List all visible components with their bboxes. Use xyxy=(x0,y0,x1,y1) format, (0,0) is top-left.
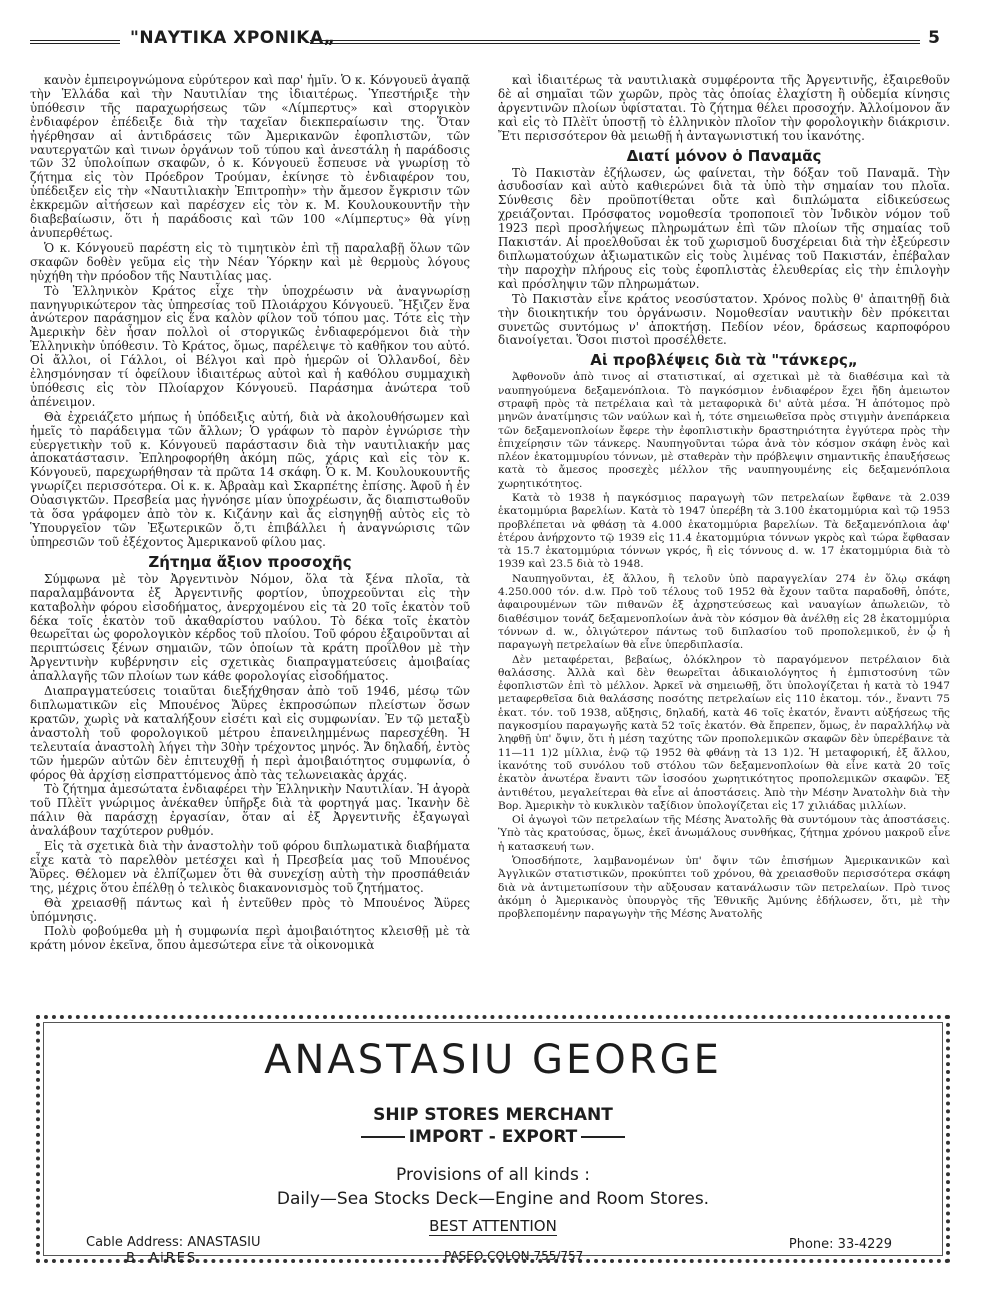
article-paragraph: Εἰς τὰ σχετικὰ διὰ τὴν ἀναστολὴν τοῦ φόρου διπλωματικὰ διαβήματα εἶχε κατὰ τὸ παρελθὸν μετέσχει καὶ ἡ Πρεσβεία μας τοῦ Μπουένος Ἄϋρες. Θέλομεν νὰ ἐλπίζωμεν ὅτι θὰ συνεχίσῃ αὐτὴ τὴν προσπάθειάν της, μέχρις ὅτου ἐπέλθῃ ὁ τελικὸς διακανονισμὸς τοῦ ζητήματος. xyxy=(30,839,470,895)
article-paragraph: Ὁποσδήποτε, λαμβανομένων ὑπ' ὄψιν τῶν ἐπισήμων Ἀμερικανικῶν καὶ Ἀγγλικῶν στατιστικῶν, προκύπτει τοῦ χρόνου, θὰ χρειασθοῦν περισσότερα σκάφη διὰ νὰ ἀντιμετωπίσουν τὴν αὔξουσαν κατανάλωσιν τῶν πετρελαίων. Πρὸ τινος ἀκόμη ὁ Ἀμερικανὸς ὑπουργὸς τῆς Ἐθνικῆς Ἀμύνης ἐδήλωσεν, ὅτι, μὲ τὴν προβλεπομένην παραγωγὴν τῆς Μέσης Ἀνατολῆς xyxy=(498,855,950,921)
article-paragraph: Θὰ ἐχρειάζετο μήπως ἡ ὑπόδειξις αὐτή, διὰ νὰ ἀκολουθήσωμεν καὶ ἡμεῖς τὸ παράδειγμα τῶν ἄλλων; Ὁ γράφων τὸ παρὸν ἐγνώρισε τὴν εὐεργετικὴν τοῦ κ. Κόνγουεϋ παράστασιν διὰ τὴν ναυτιλιακήν μας ἀποκατάστασιν. Ἐπληροφορήθη ἀκόμη πῶς, χάρις καὶ εἰς τὸν κ. Κόνγουεϋ, παρεχωρήθησαν τὰ πρῶτα 14 σκάφη. Ὁ κ. Μ. Κουλουκουντῆς γνωρίζει περισσότερα. Οἱ κ. κ. Ἀβραὰμ καὶ Σκαρπέτης ἐπίσης. Ἀφοῦ ἡ ἐν Οὐασιγκτῶν. Πρεσβεία μας ἠγνόησε μίαν ὑποχρέωσιν, ἄς διαπιστωθοῦν τὰ ὅσα γράφομεν ἀπὸ τὸν κ. Κιζάνην καὶ ἄς εἰσηγηθῇ αὐτὸς εἰς τὸ Ὑπουργεῖον τῶν Ἐξωτερικῶν ὅ,τι ἐπιβάλλει ἡ ἀναγνώρισις τῶν ὑπηρεσιῶν τοῦ ἐξέχοντος Ἀμερικανοῦ φίλου μας. xyxy=(30,409,470,549)
provisions-line: Provisions of all kinds : xyxy=(396,1165,590,1185)
article-paragraph: Οἱ ἀγωγοὶ τῶν πετρελαίων τῆς Μέσης Ἀνατολῆς θὰ συντόμουν τὰς ἀποστάσεις. Ὑπὸ τὰς κρατούσας, ὅμως, ἐκεῖ ἀνωμάλους συνθήκας, ζήτημα χρόνου μακροῦ εἶνε ἡ κατασκευή των. xyxy=(498,814,950,853)
street-address: PASEO COLON 755/757 xyxy=(444,1249,584,1263)
cable-line-2: B. AiRES xyxy=(126,1251,198,1266)
trade-label: IMPORT - EXPORT xyxy=(408,1127,578,1147)
header-rule-right xyxy=(310,40,920,44)
article-paragraph: Ὁ κ. Κόνγουεϋ παρέστη εἰς τὸ τιμητικὸν ἐπὶ τῇ παραλαβῇ ὅλων τῶν σκαφῶν δοθὲν γεῦμα εἰς τὴν Νέαν Ὑόρκην καὶ μὲ θερμοὺς λόγους ηὐχήθη τὴν πρόοδον τῆς Ναυτιλίας μας. xyxy=(30,240,470,283)
article-paragraph: Τὸ Ἑλληνικὸν Κράτος εἶχε τὴν ὑποχρέωσιν νὰ ἀναγνωρίσῃ πανηγυρικώτερον τὰς ὑπηρεσίας τοῦ Πλοιάρχου Κόνγουεϋ. Ἤξιζεν ἕνα ἀνώτερον παράσημον εἰς ἕνα καλὸν φίλον τοῦ τόπου μας. Τότε εἰς τὴν Ἀμερικὴν δὲν ἦσαν πολλοὶ οἱ στοργικῶς ἐνδιαφερόμενοι διὰ τὴν Ἑλληνικὴν ὑπόθεσιν. Τὸ Κράτος, ὅμως, παρέλειψε τὸ καθῆκον του αὐτό. Οἱ ἄλλοι, οἱ Γάλλοι, οἱ Βέλγοι καὶ πρὸ ἡμερῶν οἱ Ὁλλανδοί, δὲν ἐλησμόνησαν τί ὀφείλουν ἰδιαιτέρως αὐτοὶ καὶ ἡ καθόλου συμμαχικὴ ὑπόθεσις εἰς τὸν Πλοίαρχον Κόνγουεϋ. Παράσημα ἀνώτερα τοῦ ἀπένειμον. xyxy=(30,283,470,409)
advertisement-inner-border xyxy=(43,1022,943,1266)
article-paragraph: Σύμφωνα μὲ τὸν Ἀργεντινὸν Νόμον, ὅλα τὰ ξένα πλοῖα, τὰ παραλαμβάνοντα ἐξ Ἀργεντινῆς φορτίον, ὑποχρεοῦνται εἰς τὴν καταβολὴν φόρου εἰσοδήματος, ἀνερχομένου εἰς τὰ 20 τοῖς ἑκατὸν τοῦ δέκα τοῖς ἑκατὸν τοῦ ἀκαθαρίστου ναύλου. Τὸ δέκα τοῖς ἑκατὸν θεωρεῖται ὡς φορολογικὸν κέρδος τοῦ πλοίου. Τοῦ φόρου ἐξαιροῦνται αἱ περιπτώσεις ξένων σημαιῶν, τῶν ὁποίων τὰ κράτη προΐλθον μὲ τὴν Ἀργεντινὴν κυβέρνησιν εἰς σχετικὰς διαπραγματεύσεις ἀμοιβαίας ἀπαλλαγῆς τῶν πλοίων των κάθε φορολογίας εἰσοδήματος. xyxy=(30,571,470,684)
section-heading: Διατί μόνον ὁ Παναμᾶς xyxy=(626,146,822,165)
advertiser-role: SHIP STORES MERCHANT xyxy=(373,1105,613,1125)
publication-title: "ΝΑΥΤΙΚΑ ΧΡΟΝΙΚΑ„ xyxy=(130,28,336,48)
article-paragraph: Θὰ χρειασθῇ πάντως καὶ ἡ ἐντεῦθεν πρὸς τὸ Μπουένος Ἄϋρες ὑπόμνησις. xyxy=(30,895,470,924)
dash-right xyxy=(581,1136,625,1138)
advertiser-trade xyxy=(44,1127,942,1147)
tankers-article xyxy=(498,371,950,921)
cable-line-1: Cable Address: ANASTASIU xyxy=(86,1235,261,1250)
article-paragraph: καὶ ἰδιαιτέρως τὰ ναυτιλιακὰ συμφέροντα τῆς Ἀργεντινῆς, ἐξαιρεθοῦν δὲ αἱ σημαῖαι τῶν χωρῶν, πρὸς τὰς ὁποίας ἐλαχίστη ἢ οὐδεμία κίνησις ἀργεντινῶν πλοίων ὑφίσταται. Τὸ ζήτημα θέλει προσοχήν. Ἀλλοίμονον ἄν καὶ εἰς τὸ Πλὲϊτ ὑποστῇ τὸ ἑλληνικὸν πλοῖον τὴν φορολογικὴν διάκρισιν. Ἔτι περισσότερον θὰ μειωθῇ ἡ ἀνταγωνιστική του ἱκανότης. xyxy=(498,73,950,143)
article-paragraph: Δὲν μεταφέρεται, βεβαίως, ὁλόκληρον τὸ παραγόμενον πετρέλαιον διὰ θαλάσσης. Ἀλλὰ καὶ δὲν θεωρεῖται ἀδικαιολόγητος ἡ ἐμπιστοσύνη τῶν ἐφοπλιστῶν ἐπὶ τὸ μέλλον. Ἀρκεῖ νὰ σημειωθῇ, ὅτι ὑπολογίζεται ἡ κατὰ τὸ 1947 μεταφερθεῖσα διὰ θαλάσσης ποσότης πετρελαίων εἰς 110 ἑκατομ. τόν., ἔναντι 75 ἑκατ. τόν. τοῦ 1938, αὔξησις, δηλαδή, κατὰ 46 τοῖς ἑκατόν, ἔναντι αὐξήσεως τῆς παγκοσμίου παραγωγῆς κατὰ 52 τοῖς ἑκατόν. Θὰ ἔπρεπεν, ὅμως, ἐν παραλλήλῳ νὰ ληφθῇ ὑπ' ὄψιν, ὅτι ἡ μέση ταχύτης τῶν προπολεμικῶν σκαφῶν δὲν ὑπερέβαινε τὰ 11—11 1)2 μίλλια, ἐνῷ τῷ 1952 θὰ φθάνῃ τὰ 13 1)2. Ἡ μεταφορική, ἐξ ἄλλου, ἱκανότης τοῦ συνόλου τοῦ στόλου τῶν δεξαμενοπλοίων θὰ εἶνε κατὰ 20 τοῖς ἑκατὸν ἀνωτέρα ἔναντι τῶν ἰσοσόου χωρητικότητος προπολεμικῶν σκαφῶν. Ἐξ ἀντιθέτου, μεγαλείτεραι θὰ εἶνε αἱ ἀποστάσεις. Ἀπὸ τὴν Μέσην Ἀνατολὴν διὰ τὴν Βορ. Ἀμερικὴν τὸ κυκλικὸν ταξίδιον ὑπολογίζεται εἰς 17 χιλιάδας μιλλίων. xyxy=(498,653,950,812)
best-attention xyxy=(44,1217,942,1235)
advertiser-name: ANASTASIU GEORGE xyxy=(264,1037,722,1083)
article-paragraph: Διαπραγματεύσεις τοιαῦται διεξήχθησαν ἀπὸ τοῦ 1946, μέσῳ τῶν διπλωματικῶν εἰς Μπουένος Ἄϋρες ἐκπροσώπων πλείστων ὅσων κρατῶν, χωρὶς νὰ καταλήξουν εἰσέτι καὶ εἰς συμφωνίαν. Ἐν τῷ μεταξὺ ἀναστολὴ τοῦ φορολογικοῦ μέτρου ἐπανειλημμένως παρεσχέθη. Ἡ τελευταία ἀναστολὴ λήγει τὴν 30ὴν τρέχοντος μηνός. Ἄν δηλαδή, ἐντὸς τῶν ἡμερῶν αὐτῶν δὲν ἐπιτευχθῇ ἡ περὶ ἀμοιβαιότητος συμφωνία, ὁ φόρος θὰ ἀρχίσῃ εἰσπραττόμενος ἀπὸ τὰς τελωνειακὰς ἀρχάς. xyxy=(30,684,470,782)
article-paragraph: Ἀφθονοῦν ἀπὸ τινος αἱ στατιστικαί, αἱ σχετικαὶ μὲ τὰ διαθέσιμα καὶ τὰ ναυπηγούμενα δεξαμενόπλοια. Τὸ παγκόσμιον ἐνδιαφέρον ἔχει ἤδη ἀμειωτον στραφῆ πρὸς τὰ πετρέλαια καὶ τὰ μεταφορικὰ δι' αὐτὰ μέσα. Ἡ ἀπότομος πρὸ μηνῶν ἀνατίμησις τῶν ναύλων καὶ ἡ, τότε σημειωθεῖσα πρὸς στιγμὴν ἀνεπάρκεια τῶν δεξαμενοπλοίων ἔφερε τὴν ἐφοπλιστικὴν δραστηριότητα ἐγγύτερα πρὸς τὴν ἐπιχείρησιν τῶν τάνκερς. Ναυπηγοῦνται τώρα ἀνὰ τὸν κόσμον σκάφη ἑνὸς καὶ πλέον ἑκατομμυρίου τόννων, μὲ σταθερὰν τὴν πρόβλεψιν σημαντικῆς ἐπαυξήσεως κατὰ τὸ ἄμεσος προσεχὲς μέλλον τῆς ναυπηγουμένης εἰς δεξαμενόπλοια χωρητικότητος. xyxy=(498,371,950,490)
best-attention-label: BEST ATTENTION xyxy=(429,1217,557,1235)
article-paragraph: κανὸν ἐμπειρογνώμονα εὐρύτερον καὶ παρ' ἡμῖν. Ὁ κ. Κόνγουεϋ ἀγαπᾷ τὴν Ἑλλάδα καὶ τὴν Ναυτιλίαν της ἰδιαιτέρως. Ὑπεστήριξε τὴν ὑπόθεσιν τῆς παραχωρήσεως τῶν «Λίμπερτυς» καὶ στοργικὸν ἐνδιαφέρον ἐπέδειξε διὰ τὴν ταχεῖαν διεκπεραίωσιν της. Ὅταν ἠγέρθησαν αἱ ἀντιδράσεις τῶν Ἀμερικανῶν ἐφοπλιστῶν, τῶν ναυτεργατῶν καὶ τινων ὀργάνων τοῦ τύπου καὶ ἀνεστάλη ἡ παράδοσις τῶν 32 ὑπολοίπων σκαφῶν, ὁ κ. Κόνγουεϋ ἔσπευσε νὰ γνωρίσῃ τὸ ζήτημα εἰς τὸν Πρόεδρον Τρούμαν, ἐκίνησε τὸ ἐνδιαφέρον του, ὑπέδειξεν εἰς τὴν «Ναυτιλιακὴν Ἐπιτροπὴν» τὴν ἄμεσον ἔγκρισιν τῶν ἐκκρεμῶν αἰτήσεων καὶ παρέσχεν εἰς τὸν κ. Μ. Κουλουκουντῆν τὴν διαβεβαίωσιν, ὅτι ἡ παράδοσις καὶ τῶν 100 «Λίμπερτυς» θὰ γίνῃ ἀνυπερθέτως. xyxy=(30,73,470,240)
left-column xyxy=(30,74,470,954)
article-paragraph: Πολὺ φοβούμεθα μὴ ἡ συμφωνία περὶ ἀμοιβαιότητος κλεισθῇ μὲ τὰ κράτη μόνον ἐκεῖνα, ὅπου ἀμεσώτερα εἶνε τὰ οἰκονομικὰ xyxy=(30,924,470,953)
newspaper-page xyxy=(30,28,960,1268)
stores-line: Daily—Sea Stocks Deck—Engine and Room Stores. xyxy=(276,1189,710,1209)
article-paragraph: Τὸ Πακιστὰν ἐζήλωσεν, ὡς φαίνεται, τὴν δόξαν τοῦ Παναμᾶ. Τὴν ἀσυδοσίαν καὶ αὐτὸ καθιερώνει διὰ τὰ ὑπὸ τὴν σημαίαν του πλοῖα. Σύνθεσις δὲν προϋποτίθεται οὔτε καὶ διπλώματα εἰδικεύσεως χρειάζονται. Πρόσφατος νομοθεσία τροποποιεῖ τὸν Ἰνδικὸν νόμον τοῦ 1923 περὶ προσλήψεως πληρωμάτων ἐπὶ τῶν πλοίων τῆς σημαίας τοῦ Πακιστάν. Αἱ προελθοῦσαι ἐκ τοῦ χωρισμοῦ δυσχέρειαι διὰ τὴν ἐξεύρεσιν διπλωματούχων ἀξιωματικῶν εἰς τοὺς λιμένας τοῦ Πακιστάν, ἐπέβαλαν τὴν παροχὴν πλήρους εἰς τοὺς ἐφοπλιστὰς ἐλευθερίας εἰς τὴν ἐπιλογὴν καὶ πρόσληψιν τῶν πληρωμάτων. xyxy=(498,165,950,291)
advertisement-box xyxy=(36,1015,950,1266)
dash-left xyxy=(361,1136,405,1138)
right-column xyxy=(498,74,950,922)
page-header xyxy=(30,28,960,54)
article-paragraph: Τὸ ζήτημα ἀμεσώτατα ἐνδιαφέρει τὴν Ἑλληνικὴν Ναυτιλίαν. Ἡ ἀγορὰ τοῦ Πλὲϊτ γνώριμος ἀνέκαθεν ὑπῆρξε διὰ τὰ φορτηγά μας. Ἱκανὴν δὲ πάλιν θὰ παράσχῃ ἐργασίαν, ὅταν αἱ ἐξ Ἀργεντινῆς ἐξαγωγαὶ ἀναλάβουν ταχύτερον ρυθμόν. xyxy=(30,782,470,839)
cable-address xyxy=(86,1235,261,1267)
phone-number: Phone: 33-4229 xyxy=(788,1237,892,1252)
header-rule-left xyxy=(30,40,120,44)
article-paragraph: Ναυπηγοῦνται, ἐξ ἄλλου, ἢ τελοῦν ὑπὸ παραγγελίαν 274 ἐν ὅλῳ σκάφη 4.250.000 τόν. d.w. Πρὸ τοῦ τέλους τοῦ 1952 θὰ ἔχουν ταῦτα παραδοθῆ, ὁπότε, ἀφαιρουμένων τῶν πιθανῶν ἐξ ἀχρηστεύσεως καὶ ναυαγίων ἀπωλειῶν, τὸ διαθέσιμον τονάζ δεξαμενοπλοίων ἀνὰ τὸν κόσμον θὰ ἀνέλθῃ εἰς 28 ἑκατομμύρια τόννων d. w., ὀλιγώτερον πάντως τοῦ διπλασίου τοῦ προπολεμικοῦ, ἐν ᾧ ἡ παραγωγὴ πετρελαίων θὰ εἶνε ὑπερδιπλασία. xyxy=(498,572,950,652)
page-number: 5 xyxy=(928,28,940,48)
section-heading: Ζήτημα ἄξιον προσοχῆς xyxy=(148,552,352,571)
section-heading: Αἱ προβλέψεις διὰ τὰ "τάνκερς„ xyxy=(590,351,858,370)
article-paragraph: Τὸ Πακιστὰν εἶνε κράτος νεοσύστατον. Χρόνος πολὺς θ' ἀπαιτηθῇ διὰ τὴν διοικητικήν του ὀργάνωσιν. Νομοθεσίαν ναυτικὴν δὲν πρόκειται συνετῶς συντόμως ν' ἀποκτήσῃ. Πεδίον νέον, δράσεως καρποφόρου διανοίγεται. Ὅσοι πιστοὶ προσέλθετε. xyxy=(498,291,950,348)
article-paragraph: Κατὰ τὸ 1938 ἡ παγκόσμιος παραγωγὴ τῶν πετρελαίων ἔφθανε τὰ 2.039 ἑκατομμύρια βαρελίων. Κατὰ τὸ 1947 ὑπερέβη τὰ 3.100 ἑκατομμύρια καὶ τῷ 1953 προβλέπεται νὰ φθάσῃ τὰ 4.000 ἑκατομμύρια βαρελίων. Τὰ δεξαμενόπλοια ἀφ' ἑτέρου ἀνήρχοντο τῷ 1939 εἰς 11.4 ἑκατομμύρια τόννων γκρὸς καὶ τώρα ἔφθασαν τὰ 15.7 ἑκατομμύρια τόννων γκρός, ἢ εἰς τόννους d. w. 17 ἑκατομμύρια διὰ τὸ 1939 καὶ 23.5 διὰ τὸ 1948. xyxy=(498,491,950,571)
